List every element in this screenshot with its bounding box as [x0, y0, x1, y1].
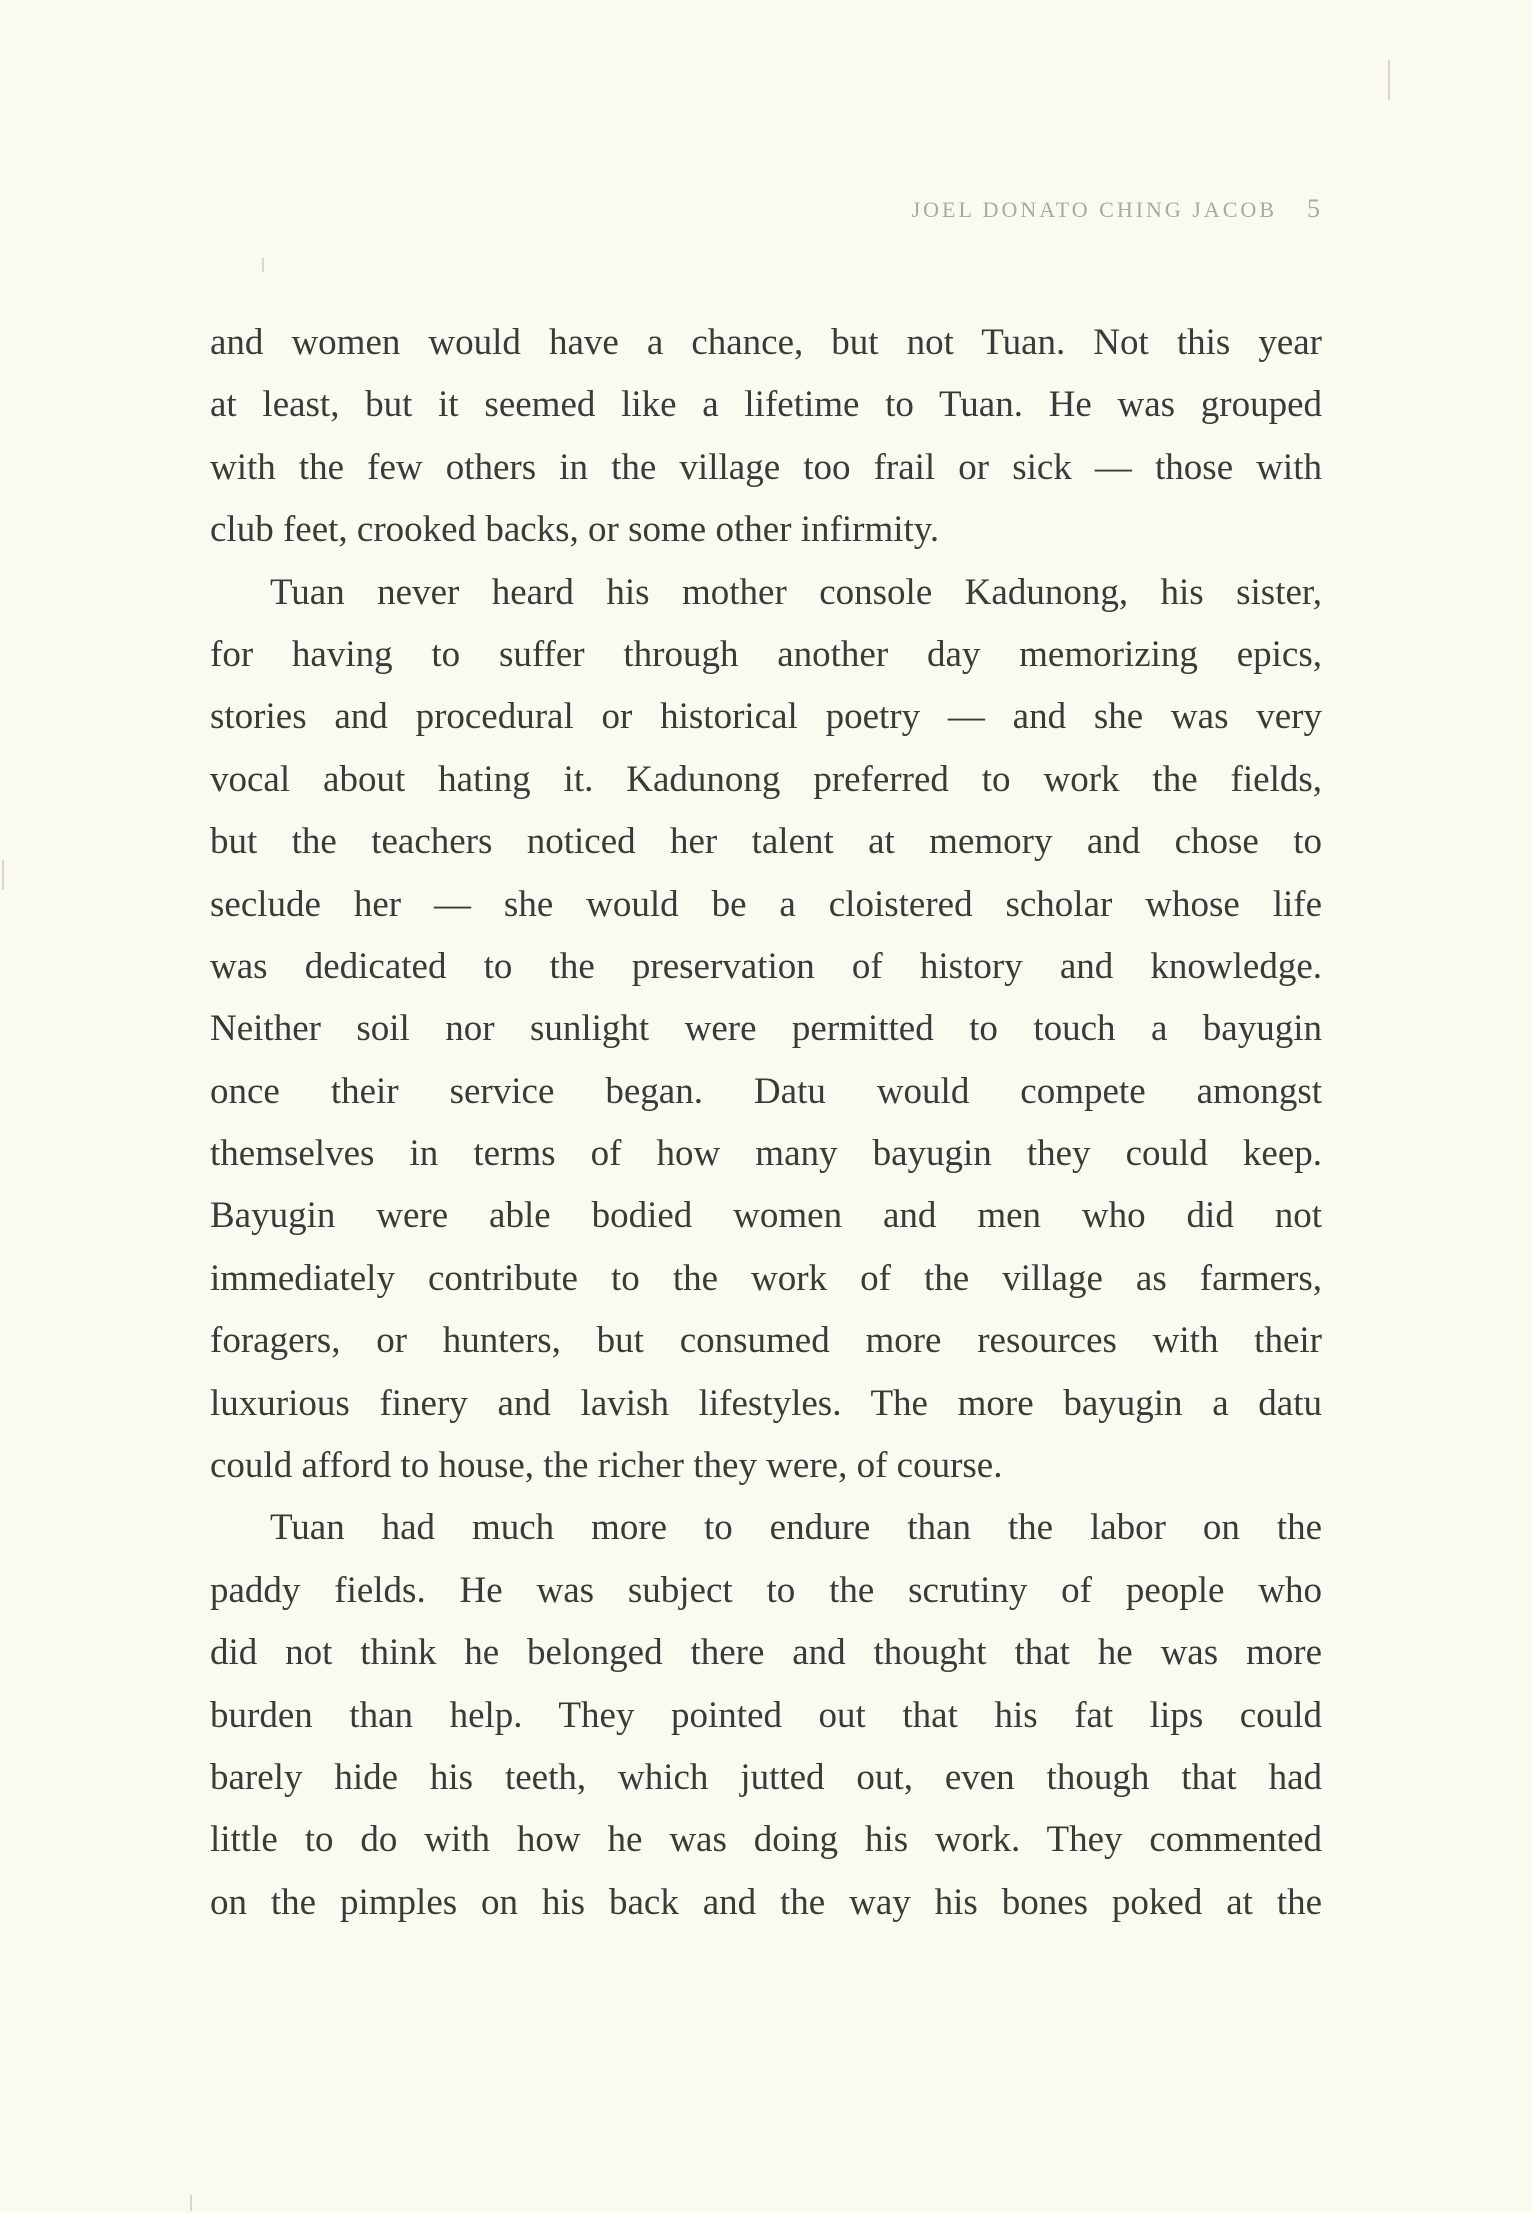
text-line: luxurious finery and lavish lifestyles. The more bayugin a datu [210, 1382, 1322, 1424]
scan-mark [2, 860, 4, 890]
text-line: for having to suffer through another day memorizing epics, [210, 633, 1322, 675]
text-line: barely hide his teeth, which jutted out, even though that had [210, 1756, 1322, 1798]
text-line: with the few others in the village too frail or sick — those with [210, 446, 1322, 488]
text-line: Neither soil nor sunlight were permitted to touch a bayugin [210, 1008, 1322, 1050]
text-line: burden than help. They pointed out that his fat lips could [210, 1694, 1322, 1736]
text-line: Tuan had much more to endure than the labor on the [270, 1507, 1322, 1549]
text-line: once their service began. Datu would compete amongst [210, 1070, 1322, 1112]
text-line: seclude her — she would be a cloistered scholar whose life [210, 883, 1322, 925]
scan-mark [190, 2195, 192, 2211]
text-line: but the teachers noticed her talent at memory and chose to [210, 821, 1322, 863]
text-line: stories and procedural or historical poetry — and she was very [210, 696, 1322, 738]
body-text [210, 312, 1322, 1934]
page-number: 5 [1307, 194, 1320, 223]
text-line: Bayugin were able bodied women and men who did not [210, 1195, 1322, 1237]
text-line: could afford to house, the richer they were, of course. [210, 1445, 1003, 1487]
text-line: paddy fields. He was subject to the scrutiny of people who [210, 1569, 1322, 1611]
text-line: club feet, crooked backs, or some other infirmity. [210, 509, 940, 551]
scan-mark [262, 258, 264, 272]
scan-mark [1388, 60, 1390, 100]
text-line: immediately contribute to the work of the village as farmers, [210, 1257, 1322, 1299]
text-line: foragers, or hunters, but consumed more resources with their [210, 1320, 1322, 1362]
text-line: vocal about hating it. Kadunong preferred to work the fields, [210, 758, 1322, 800]
text-line: did not think he belonged there and thought that he was more [210, 1632, 1322, 1674]
text-line: themselves in terms of how many bayugin they could keep. [210, 1133, 1322, 1175]
text-line: on the pimples on his back and the way his bones poked at the [210, 1881, 1322, 1923]
text-line: little to do with how he was doing his work. They commented [210, 1819, 1322, 1861]
header-author: JOEL DONATO CHING JACOB [911, 197, 1277, 222]
text-line: and women would have a chance, but not Tuan. Not this year [210, 322, 1322, 363]
text-line: Tuan never heard his mother console Kadunong, his sister, [270, 571, 1322, 613]
text-line: at least, but it seemed like a lifetime to Tuan. He was grouped [210, 384, 1322, 426]
running-header [800, 194, 1320, 224]
text-line: was dedicated to the preservation of history and knowledge. [210, 945, 1322, 987]
